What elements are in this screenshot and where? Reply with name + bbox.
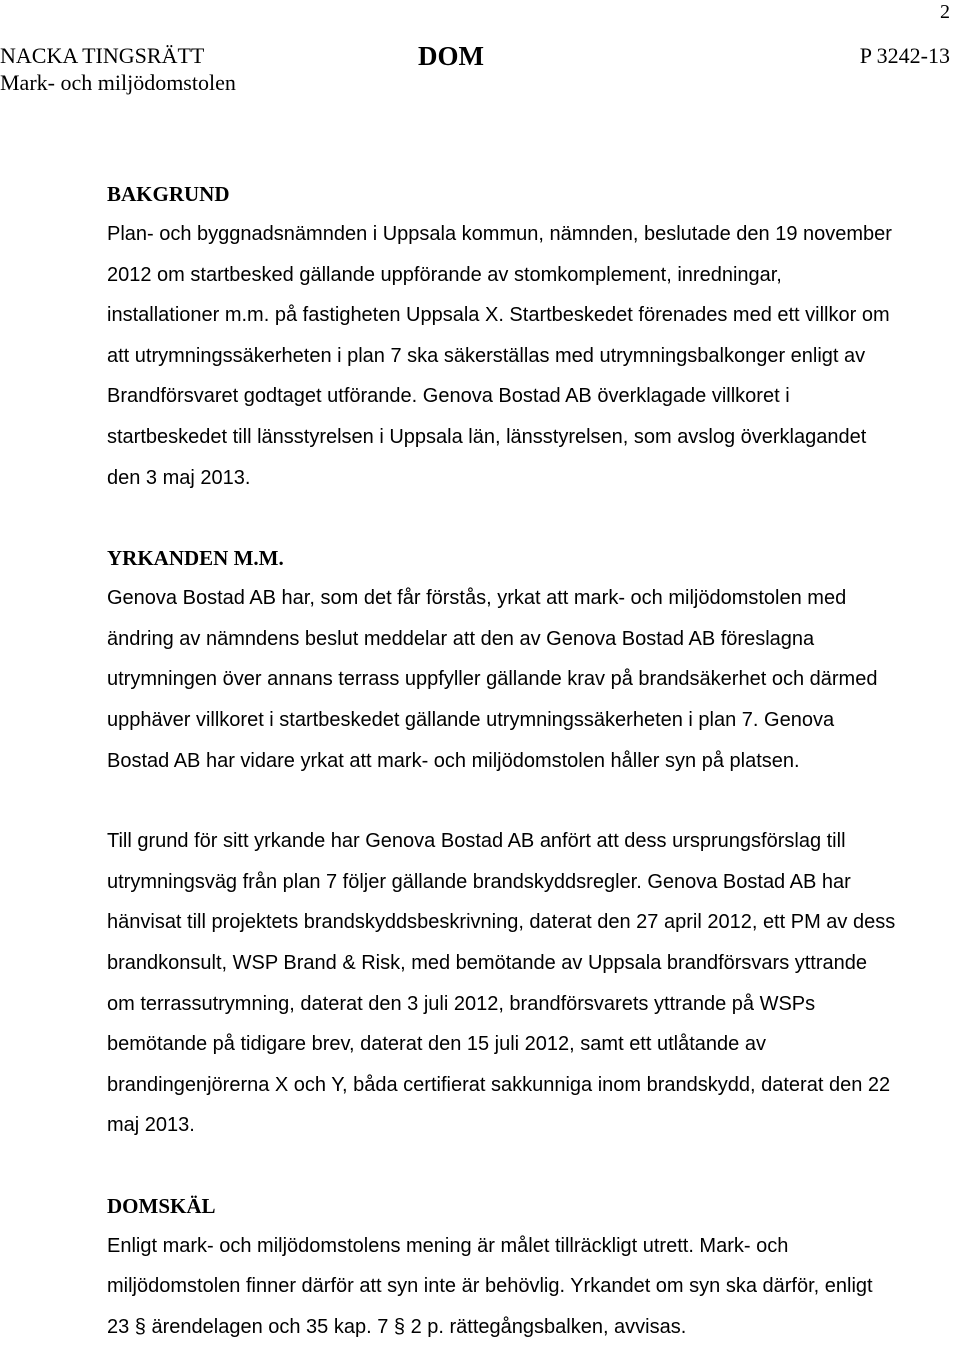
paragraph: Plan- och byggnadsnämnden i Uppsala kommun, nämnden, beslutade den 19 november 2012 om startbesked gällande uppförande av stomkomplement, inredningar, installationer m.m. på fastigheten Uppsala X. Startbeskedet förenades med ett villkor om att utrymningssäkerheten i plan 7 ska säkerställas med utrymningsbalkonger enligt av Brandförsvaret godtaget utförande. Genova Bostad AB överklagade villkoret i startbeskedet till länsstyrelsen i Uppsala län, länsstyrelsen, som avslog överklagandet den 3 maj 2013. [107,223,892,489]
document-body [107,174,897,1348]
paragraph: Genova Bostad AB har, som det får förstås, yrkat att mark- och miljödomstolen med ändring av nämndens beslut meddelar att den av Genova Bostad AB föreslagna utrymningen över annans terrass uppfyller gällande krav på brandsäkerhet och därmed upphäver villkoret i startbeskedet gällande utrymningssäkerheten i plan 7. Genova Bostad AB har vidare yrkat att mark- och miljödomstolen håller syn på platsen. [107,587,878,772]
paragraph: Till grund för sitt yrkande har Genova Bostad AB anfört att dess ursprungsförslag till utrymningsväg från plan 7 följer gällande brandskyddsregler. Genova Bostad AB har hänvisat till projektets brandskyddsbeskrivning, daterat den 27 april 2012, ett PM av dess brandkonsult, WSP Brand & Risk, med bemötande av Uppsala brandförsvars yttrande om terrassutrymning, daterat den 3 juli 2012, brandförsvarets yttrande på WSPs bemötande på tidigare brev, daterat den 15 juli 2012, samt ett utlåtande av brandingenjörerna X och Y, båda certifierat sakkunniga inom brandskydd, daterat den 22 maj 2013. [107,830,896,1137]
document-type: DOM [418,41,484,71]
section-yrkanden [107,538,897,1146]
section-heading: YRKANDEN M.M. [107,546,284,571]
section-heading: DOMSKÄL [107,1193,216,1218]
court-header [0,42,236,96]
paragraph: Enligt mark- och miljödomstolens mening är målet tillräckligt utrett. Mark- och miljödomstolen finner därför att syn inte är behövlig. Yrkandet om syn ska därför, enligt 23 § ärendelagen och 35 kap. 7 § 2 p. rättegångsbalken, avvisas. [107,1234,873,1339]
case-number: P 3242-13 [859,43,950,68]
section-heading: BAKGRUND [107,182,230,206]
court-division: Mark- och miljödomstolen [0,70,236,95]
page-number: 2 [940,1,950,23]
court-name: NACKA TINGSRÄTT [0,43,205,68]
section-domskal [107,1186,897,1348]
section-bakgrund [107,174,897,498]
